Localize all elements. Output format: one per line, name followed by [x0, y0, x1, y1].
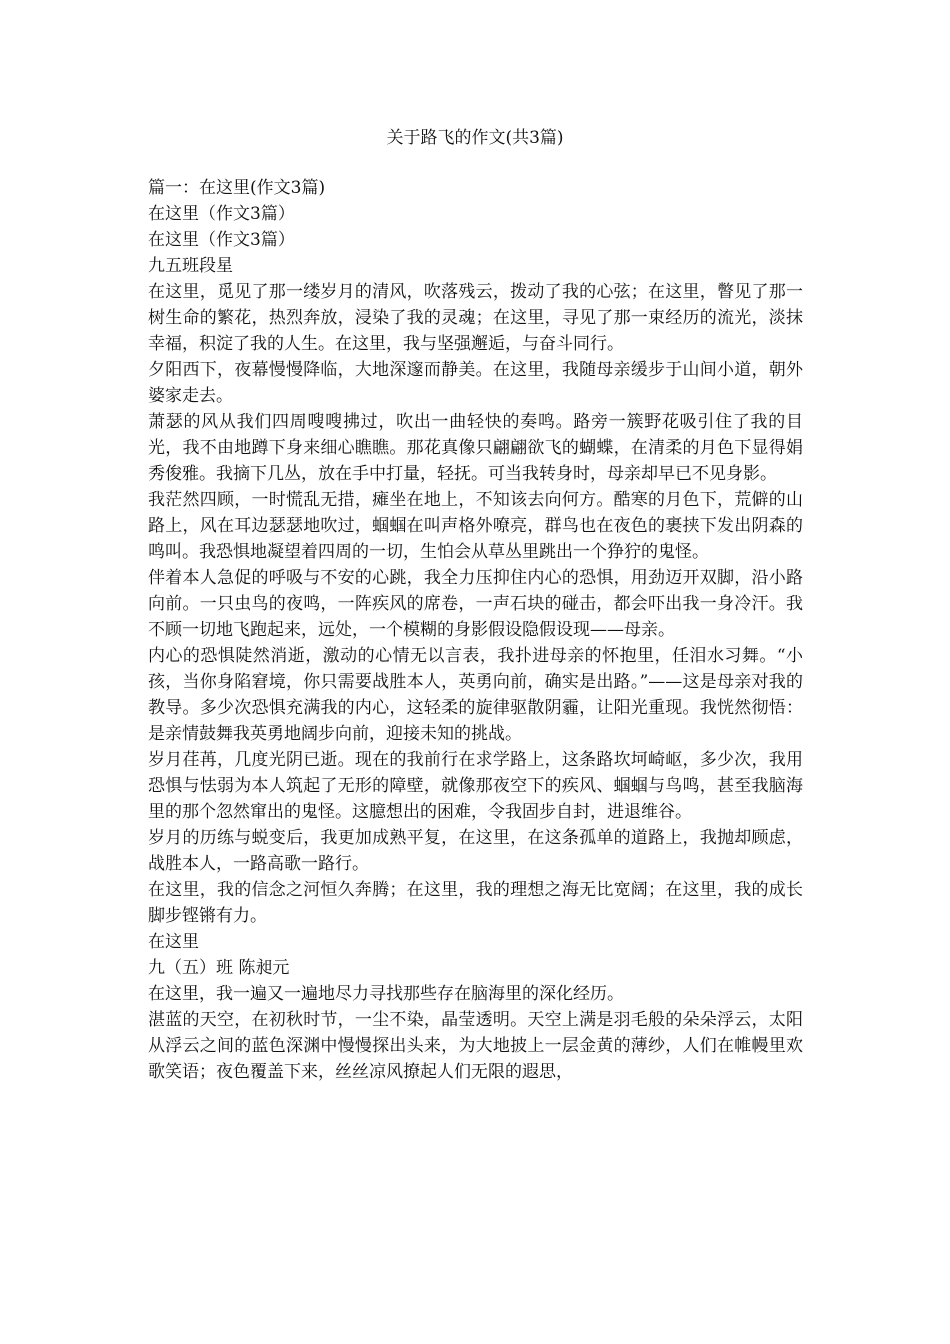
paragraph: 萧瑟的风从我们四周嗖嗖拂过，吹出一曲轻快的奏鸣。路旁一簇野花吸引住了我的目光，我不由地蹲下身来细心瞧瞧。那花真像只翩翩欲飞的蝴蝶，在清柔的月色下显得娟秀俊雅。我摘下几丛，放在手中打量，轻抚。可当我转身时，母亲却早已不见身影。: [148, 412, 803, 484]
paragraph: 篇一：在这里(作文3篇): [148, 178, 326, 198]
paragraph: 内心的恐惧陡然消逝，激动的心情无以言表，我扑进母亲的怀抱里，任泪水习舞。“小孩，当你身陷窘境，你只需要战胜本人，英勇向前，确实是出路。”——这是母亲对我的教导。多少次恐惧充满我的内心，这轻柔的旋律驱散阴霾，让阳光重现。我恍然彻悟：是亲情鼓舞我英勇地阔步向前，迎接未知的挑战。: [148, 646, 803, 744]
paragraph: 九五班段星: [148, 256, 233, 276]
paragraph: 我茫然四顾，一时慌乱无措，瘫坐在地上，不知该去向何方。酷寒的月色下，荒僻的山路上，风在耳边瑟瑟地吹过，蝈蝈在叫声格外嘹亮，群鸟也在夜色的裹挟下发出阴森的鸣叫。我恐惧地凝望着四周的一切，生怕会从草丛里跳出一个狰狞的鬼怪。: [148, 490, 803, 562]
paragraph: 岁月的历练与蜕变后，我更加成熟平复，在这里，在这条孤单的道路上，我抛却顾虑，战胜本人，一路高歌一路行。: [148, 828, 803, 874]
paragraph: 在这里（作文3篇）: [148, 204, 295, 224]
paragraph: 岁月荏苒，几度光阴已逝。现在的我前行在求学路上，这条路坎坷崎岖，多少次，我用恐惧与怯弱为本人筑起了无形的障壁，就像那夜空下的疾风、蝈蝈与鸟鸣，甚至我脑海里的那个忽然窜出的鬼怪。这臆想出的困难，令我固步自封，进退维谷。: [148, 750, 803, 822]
paragraph: 湛蓝的天空，在初秋时节，一尘不染，晶莹透明。天空上满是羽毛般的朵朵浮云，太阳从浮云之间的蓝色深渊中慢慢探出头来，为大地披上一层金黄的薄纱，人们在帷幔里欢歌笑语；夜色覆盖下来，丝丝凉风撩起人们无限的遐思，: [148, 1010, 803, 1082]
paragraph: 伴着本人急促的呼吸与不安的心跳，我全力压抑住内心的恐惧，用劲迈开双脚，沿小路向前。一只虫鸟的夜鸣，一阵疾风的席卷，一声石块的碰击，都会吓出我一身冷汗。我不顾一切地飞跑起来，远处，一个模糊的身影假设隐假设现——母亲。: [148, 568, 803, 640]
paragraph: 夕阳西下，夜幕慢慢降临，大地深邃而静美。在这里，我随母亲缓步于山间小道，朝外婆家走去。: [148, 360, 803, 406]
paragraph: 在这里，我一遍又一遍地尽力寻找那些存在脑海里的深化经历。: [148, 984, 624, 1004]
paragraph: 在这里（作文3篇）: [148, 230, 295, 250]
paragraph: 九（五）班 陈昶元: [148, 958, 290, 978]
paragraph: 在这里，觅见了那一缕岁月的清风，吹落残云，拨动了我的心弦；在这里，瞥见了那一树生命的繁花，热烈奔放，浸染了我的灵魂；在这里，寻见了那一束经历的流光，淡抹幸福，积淀了我的人生。在这里，我与坚强邂逅，与奋斗同行。: [148, 282, 803, 354]
document-body: [148, 175, 803, 1085]
document-title: 关于路飞的作文(共3篇): [386, 128, 564, 148]
paragraph: 在这里，我的信念之河恒久奔腾；在这里，我的理想之海无比宽阔；在这里，我的成长脚步铿锵有力。: [148, 880, 803, 926]
paragraph: 在这里: [148, 932, 199, 952]
